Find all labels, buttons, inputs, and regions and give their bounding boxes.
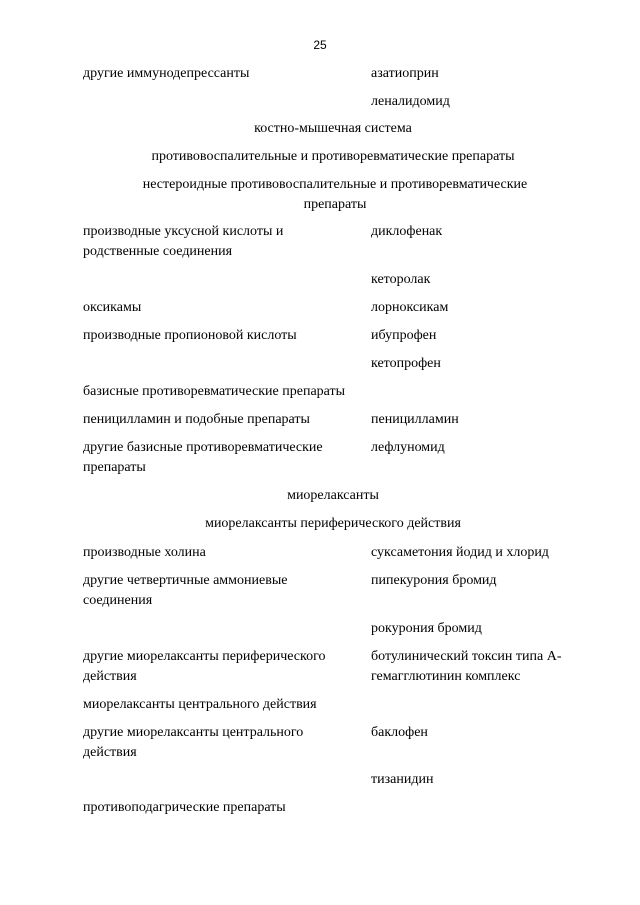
drug-name: лорноксикам bbox=[371, 300, 449, 315]
subsection-heading: миорелаксанты периферического действия bbox=[205, 516, 461, 531]
section-heading: костно-мышечная система bbox=[254, 121, 412, 136]
category-label: другие миорелаксанты центрального действия bbox=[83, 725, 304, 760]
group-label: базисные противоревматические препараты bbox=[83, 384, 346, 399]
category-label: другие иммунодепрессанты bbox=[83, 66, 250, 81]
drug-name: рокурония бромид bbox=[371, 621, 482, 636]
drug-name: баклофен bbox=[371, 725, 428, 740]
drug-name: лефлуномид bbox=[371, 440, 445, 455]
drug-name: кеторолак bbox=[371, 272, 431, 287]
category-label: производные пропионовой кислоты bbox=[83, 328, 297, 343]
subsection-heading: противовоспалительные и противоревматические препараты bbox=[151, 149, 515, 164]
drug-name: суксаметония йодид и хлорид bbox=[371, 545, 549, 560]
category-label: другие базисные противоревматические препараты bbox=[83, 440, 323, 475]
page-number: 25 bbox=[313, 38, 327, 52]
drug-name: тизанидин bbox=[371, 772, 434, 787]
drug-name: пипекурония бромид bbox=[371, 573, 497, 588]
group-label: миорелаксанты центрального действия bbox=[83, 697, 317, 712]
subsection-heading: нестероидные противовоспалительные и противоревматические препараты bbox=[142, 177, 528, 212]
drug-name: диклофенак bbox=[371, 224, 443, 239]
drug-name: ибупрофен bbox=[371, 328, 437, 343]
group-label: противоподагрические препараты bbox=[83, 800, 286, 815]
category-label: другие четвертичные аммониевые соединения bbox=[83, 573, 288, 608]
category-label: производные холина bbox=[83, 545, 206, 560]
drug-name: леналидомид bbox=[371, 94, 450, 109]
category-label: производные уксусной кислоты и родственные соединения bbox=[83, 224, 284, 259]
category-label: другие миорелаксанты периферического действия bbox=[83, 649, 326, 684]
category-label: пеницилламин и подобные препараты bbox=[83, 412, 310, 427]
drug-name: пеницилламин bbox=[371, 412, 459, 427]
section-heading: миорелаксанты bbox=[287, 488, 379, 503]
drug-name: кетопрофен bbox=[371, 356, 441, 371]
drug-name: ботулинический токсин типа А-гемагглютинин комплекс bbox=[371, 649, 562, 684]
category-label: оксикамы bbox=[83, 300, 142, 315]
drug-name: азатиоприн bbox=[371, 66, 439, 81]
